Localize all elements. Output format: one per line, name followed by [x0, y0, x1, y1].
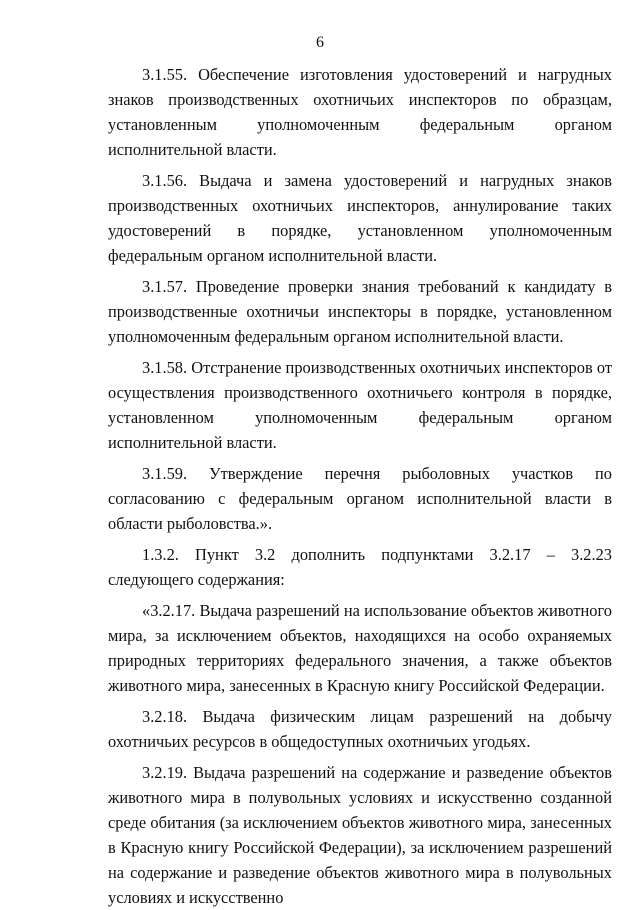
paragraph-3-2-17: «3.2.17. Выдача разрешений на использование объектов животного мира, за исключением объектов, находящихся на особо охраняемых природных территориях федерального значения, а также объектов животного мира, занесенных в Красную книгу Российской Федерации.: [108, 601, 612, 695]
paragraph-1-3-2: 1.3.2. Пункт 3.2 дополнить подпунктами 3.2.17 – 3.2.23 следующего содержания:: [108, 545, 612, 589]
page-number: 6: [316, 34, 324, 51]
paragraph-3-1-59: 3.1.59. Утверждение перечня рыболовных участков по согласованию с федеральным органом исполнительной власти в области рыболовства.».: [108, 464, 612, 533]
document-body: [108, 62, 612, 910]
paragraph-3-1-56: 3.1.56. Выдача и замена удостоверений и нагрудных знаков производственных охотничьих инспекторов, аннулирование таких удостоверений в порядке, установленном уполномоченным федеральным органом исполнительной власти.: [108, 171, 612, 265]
paragraph-3-1-55: 3.1.55. Обеспечение изготовления удостоверений и нагрудных знаков производственных охотничьих инспекторов по образцам, установленным уполномоченным федеральным органом исполнительной власти.: [108, 65, 612, 159]
paragraph-3-1-57: 3.1.57. Проведение проверки знания требований к кандидату в производственные охотничьи инспекторы в порядке, установленном уполномоченным федеральным органом исполнительной власти.: [108, 277, 612, 346]
paragraph-3-1-58: 3.1.58. Отстранение производственных охотничьих инспекторов от осуществления производственного охотничьего контроля в порядке, установленном уполномоченным федеральным органом исполнительной власти.: [108, 358, 612, 452]
paragraph-3-2-19: 3.2.19. Выдача разрешений на содержание и разведение объектов животного мира в полувольных условиях и искусственно созданной среде обитания (за исключением объектов животного мира, занесенных в Красную книгу Российской Федерации), за исключением разрешений на содержание и разведение объектов животного мира в полувольных условиях и искусственно: [108, 763, 612, 907]
paragraph-3-2-18: 3.2.18. Выдача физическим лицам разрешений на добычу охотничьих ресурсов в общедоступных охотничьих угодьях.: [108, 707, 612, 751]
